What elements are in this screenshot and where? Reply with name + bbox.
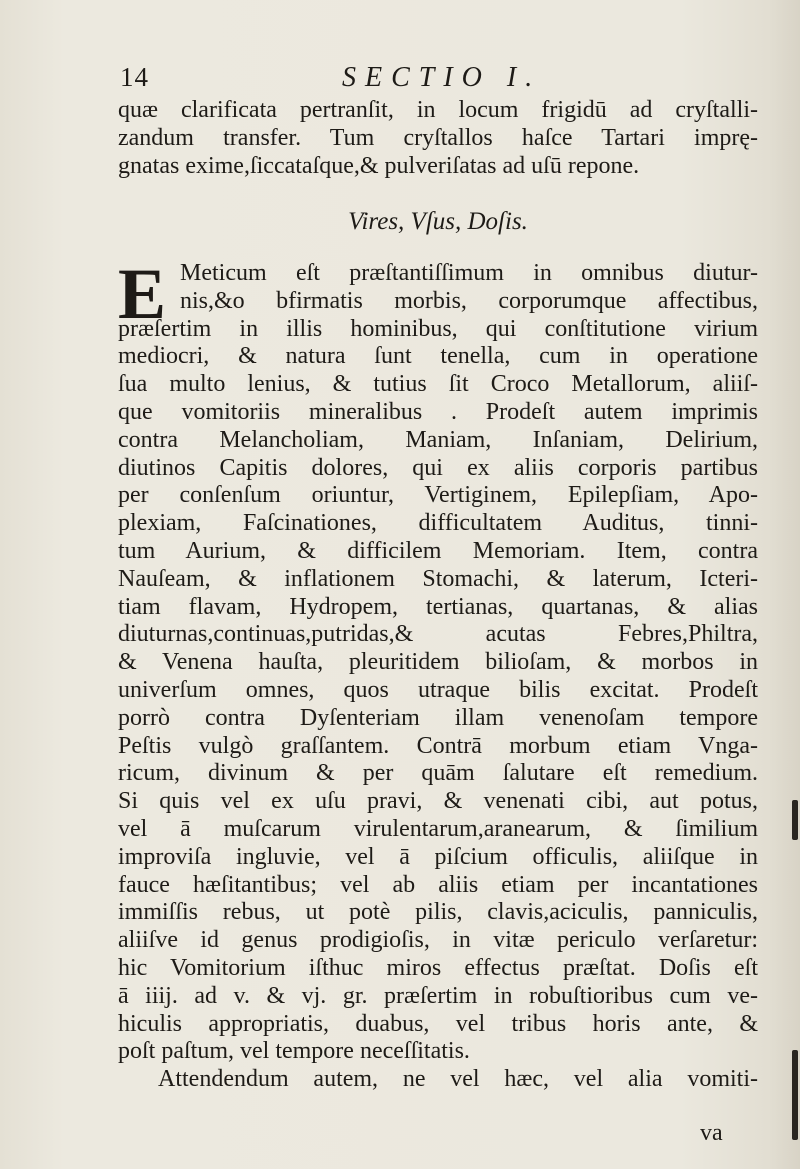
text-line: præſertim in illis hominibus, qui conſtitutione virium bbox=[118, 315, 758, 342]
drop-cap: E bbox=[118, 254, 167, 334]
text-line: gnatas exime,ſiccataſque,& pulveriſatas ad uſū repone. bbox=[118, 153, 640, 179]
text-line: hic Vomitorium iſthuc miros effectus præſtat. Doſis eſt bbox=[118, 954, 758, 981]
section-title: SECTIO I. bbox=[342, 62, 542, 93]
text-line: aliiſve id genus prodigioſis, in vitæ periculo verſaretur: bbox=[118, 927, 758, 954]
text-line: Meticum eſt præſtantiſſimum in omnibus diutur- bbox=[180, 260, 758, 286]
catchword: va bbox=[700, 1120, 723, 1146]
text-line: vel ā muſcarum virulentarum,aranearum, & ſimilium bbox=[118, 815, 758, 842]
subsection-heading: Vires, Vſus, Doſis. bbox=[348, 208, 528, 235]
text-line: ricum, divinum & per quām ſalutare eſt remedium. bbox=[118, 760, 758, 787]
text-line: que vomitoriis mineralibus . Prodeſt autem imprimis bbox=[118, 398, 758, 425]
text-line: improviſa ingluvie, vel ā piſcium officulis, aliiſque in bbox=[118, 843, 758, 870]
page-edge-shadow bbox=[792, 800, 798, 840]
text-line: Peſtis vulgò graſſantem. Contrā morbum etiam Vnga- bbox=[118, 732, 758, 759]
text-line: ſua multo lenius, & tutius ſit Croco Metallorum, aliiſ- bbox=[118, 371, 758, 398]
text-line: quæ clarificata pertranſit, in locum frigidū ad cryſtalli- bbox=[118, 97, 758, 123]
text-line: univerſum omnes, quos utraque bilis excitat. Prodeſt bbox=[118, 676, 758, 703]
text-line: tum Aurium, & difficilem Memoriam. Item, contra bbox=[118, 537, 758, 564]
text-line: poſt paſtum, vel tempore neceſſitatis. bbox=[118, 1038, 470, 1065]
running-head bbox=[120, 62, 640, 96]
text-line: plexiam, Faſcinationes, difficultatem Auditus, tinni- bbox=[118, 510, 758, 537]
text-line: hiculis appropriatis, duabus, vel tribus horis ante, & bbox=[118, 1010, 758, 1037]
text-line: mediocri, & natura ſunt tenella, cum in operatione bbox=[118, 343, 758, 370]
text-line: tiam flavam, Hydropem, tertianas, quartanas, & alias bbox=[118, 593, 758, 620]
text-line: Attendendum autem, ne vel hæc, vel alia vomiti- bbox=[158, 1066, 758, 1093]
continued-paragraph bbox=[118, 96, 758, 180]
text-line: fauce hæſitantibus; vel ab aliis etiam per incantationes bbox=[118, 871, 758, 898]
page-number: 14 bbox=[120, 62, 149, 92]
text-line: contra Melancholiam, Maniam, Inſaniam, Delirium, bbox=[118, 426, 758, 453]
text-line: porrò contra Dyſenteriam illam venenoſam tempore bbox=[118, 704, 758, 731]
text-line: Nauſeam, & inflationem Stomachi, & laterum, Icteri- bbox=[118, 565, 758, 592]
text-line: & Venena hauſta, pleuritidem bilioſam, & morbos in bbox=[118, 649, 758, 676]
text-line: diuturnas,continuas,putridas,& acutas Febres,Philtra, bbox=[118, 621, 758, 648]
main-paragraph bbox=[118, 254, 758, 1094]
text-line: nis,&o bfirmatis morbis, corporumque affectibus, bbox=[180, 287, 758, 314]
text-line: diutinos Capitis dolores, qui ex aliis corporis partibus bbox=[118, 454, 758, 481]
text-line: per conſenſum oriuntur, Vertiginem, Epilepſiam, Apo- bbox=[118, 482, 758, 509]
text-line: immiſſis rebus, ut potè pilis, clavis,aciculis, panniculis, bbox=[118, 899, 758, 926]
page-edge-shadow bbox=[792, 1050, 798, 1140]
text-line: ā iiij. ad v. & vj. gr. præſertim in robuſtioribus cum ve- bbox=[118, 982, 758, 1009]
text-line: Si quis vel ex uſu pravi, & venenati cibi, aut potus, bbox=[118, 788, 758, 815]
text-line: zandum transfer. Tum cryſtallos haſce Tartari imprę- bbox=[118, 125, 758, 151]
